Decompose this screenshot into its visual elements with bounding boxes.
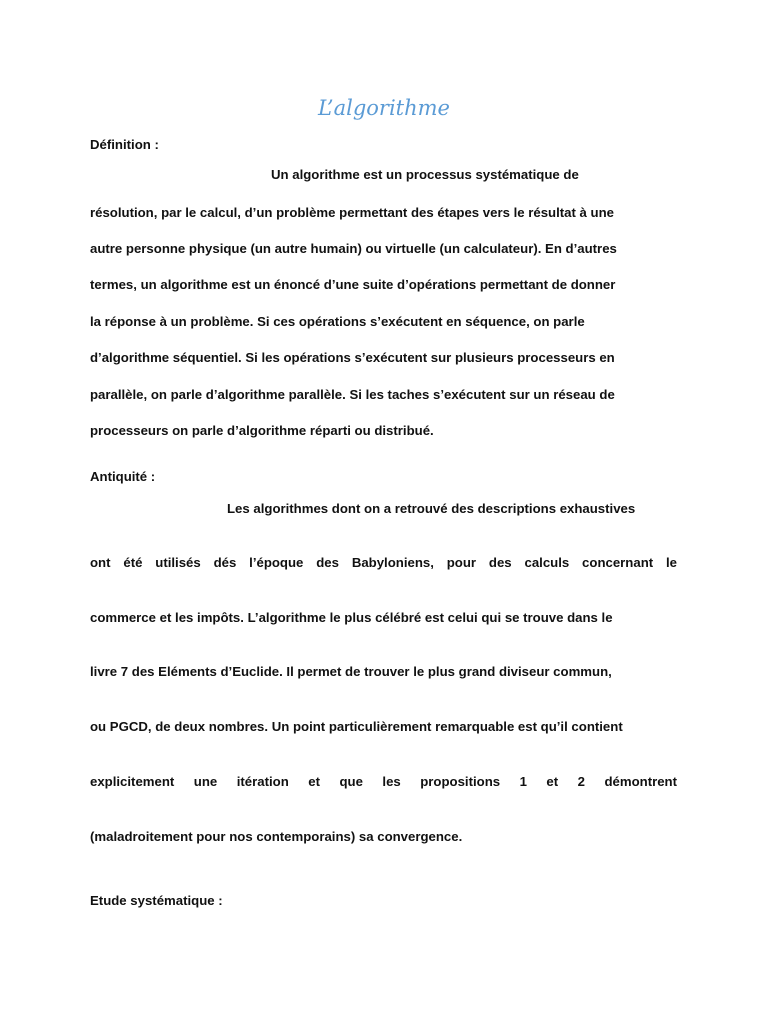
paragraph-line: autre personne physique (un autre humain) ou virtuelle (un calculateur). En d’autres [90, 241, 617, 256]
paragraph-line: la réponse à un problème. Si ces opérations s’exécutent en séquence, on parle [90, 314, 585, 329]
section-heading-antiquite: Antiquité : [90, 469, 156, 484]
paragraph-line: ont été utilisés dés l’époque des Babyloniens, pour des calculs concernant le [90, 555, 677, 570]
paragraph-line: Un algorithme est un processus systématique de [271, 167, 579, 182]
paragraph-line: processeurs on parle d’algorithme réparti ou distribué. [90, 423, 434, 438]
section-heading-etude: Etude systématique : [90, 893, 223, 908]
document-title: L’algorithme [318, 96, 450, 120]
section-heading-definition: Définition : [90, 137, 159, 152]
paragraph-line: commerce et les impôts. L’algorithme le plus célébré est celui qui se trouve dans le [90, 610, 613, 625]
paragraph-line: résolution, par le calcul, d’un problème permettant des étapes vers le résultat à une [90, 205, 614, 220]
paragraph-line: ou PGCD, de deux nombres. Un point particulièrement remarquable est qu’il contient [90, 719, 623, 734]
paragraph-line: explicitement une itération et que les propositions 1 et 2 démontrent [90, 774, 677, 789]
paragraph-line: d’algorithme séquentiel. Si les opérations s’exécutent sur plusieurs processeurs en [90, 350, 615, 365]
paragraph-line: (maladroitement pour nos contemporains) sa convergence. [90, 829, 463, 844]
paragraph-line: Les algorithmes dont on a retrouvé des descriptions exhaustives [227, 501, 636, 516]
paragraph-line: parallèle, on parle d’algorithme parallèle. Si les taches s’exécutent sur un réseau de [90, 387, 615, 402]
paragraph-line: livre 7 des Eléments d’Euclide. Il permet de trouver le plus grand diviseur commun, [90, 664, 612, 679]
paragraph-line: termes, un algorithme est un énoncé d’une suite d’opérations permettant de donner [90, 277, 616, 292]
